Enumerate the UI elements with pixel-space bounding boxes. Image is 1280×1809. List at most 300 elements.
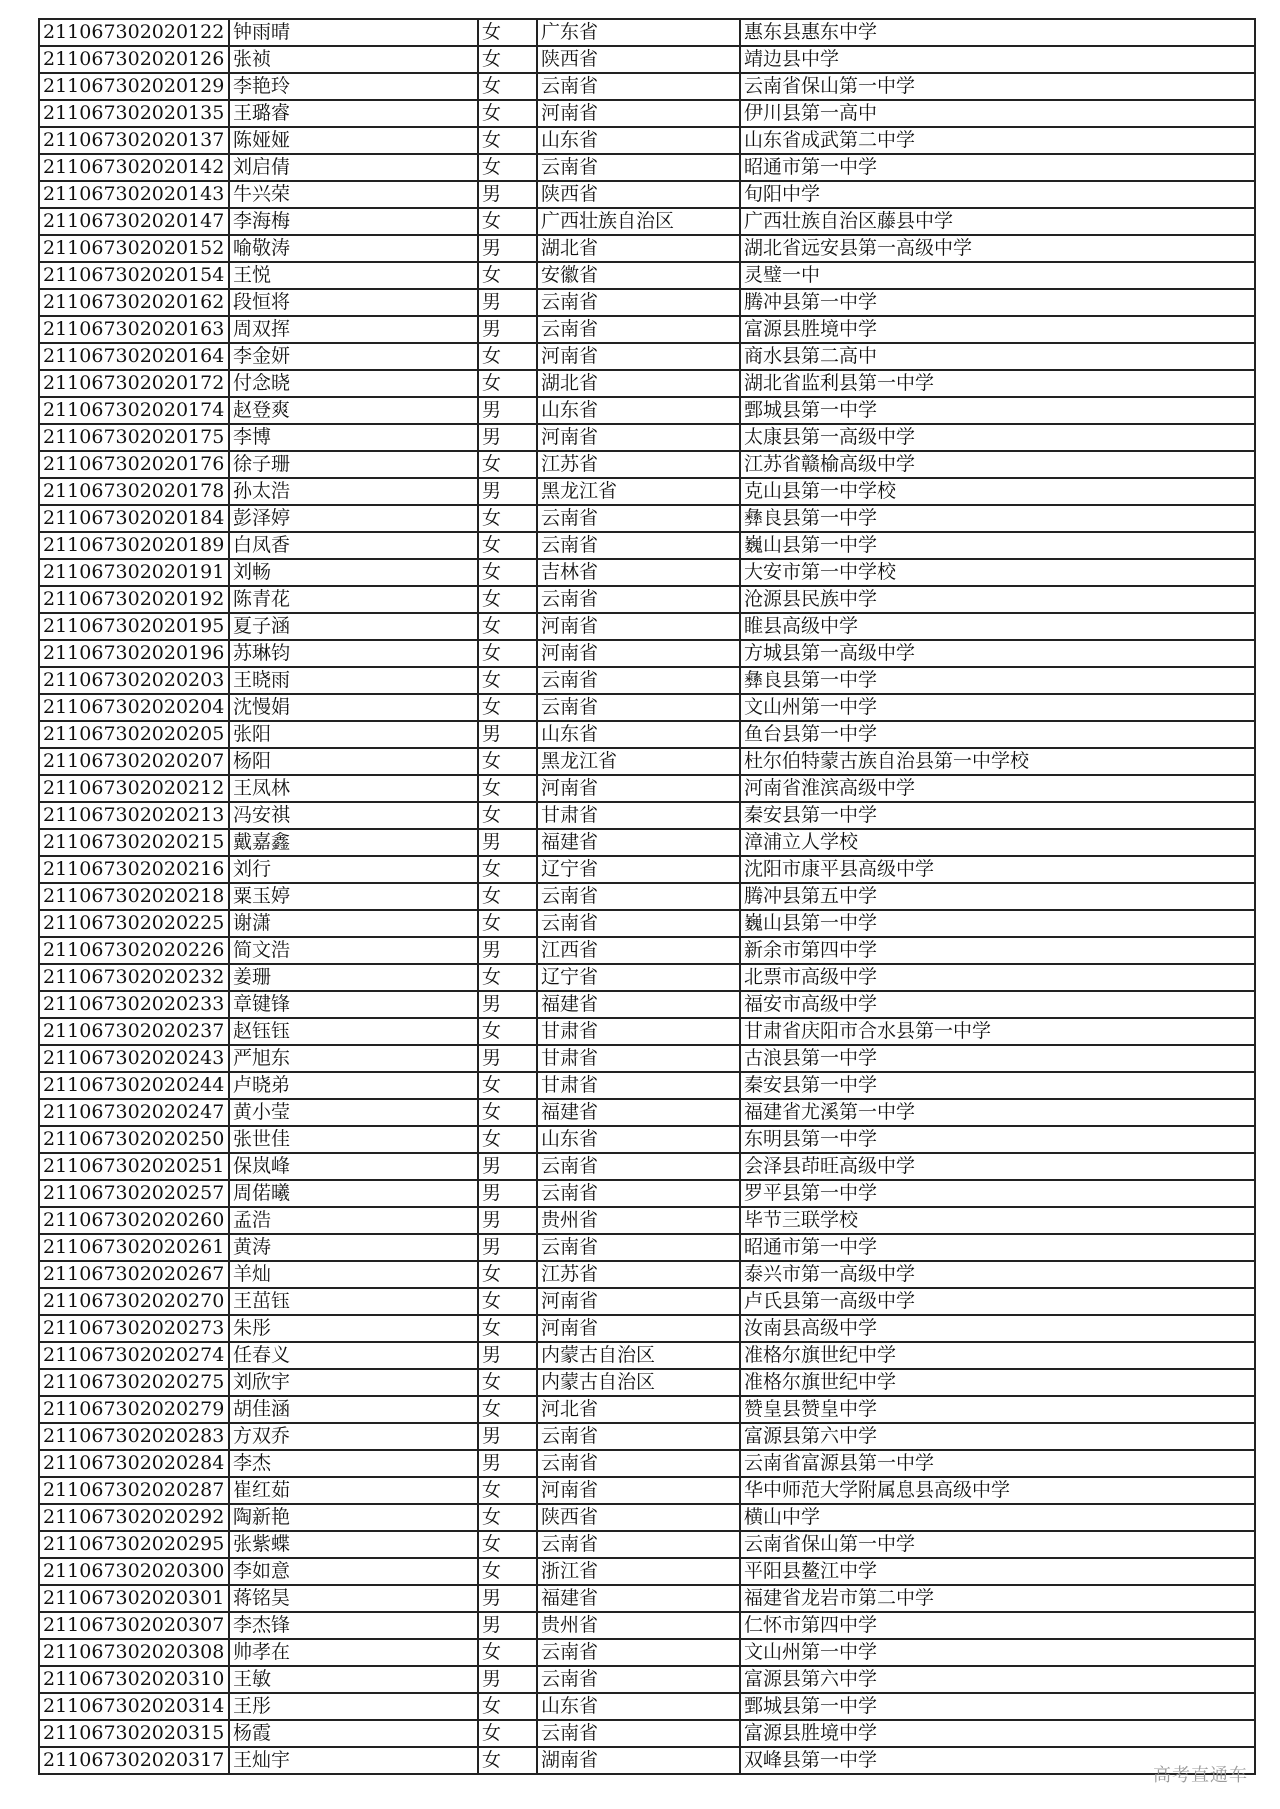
name-cell: 王灿宇 [229, 1747, 478, 1774]
exam-id-cell: 211067302020295 [39, 1531, 229, 1558]
name-cell: 戴嘉鑫 [229, 829, 478, 856]
gender-cell: 男 [478, 478, 537, 505]
gender-cell: 男 [478, 235, 537, 262]
table-row [39, 46, 1255, 73]
province-cell: 云南省 [537, 1639, 740, 1666]
name-cell: 陈娅娅 [229, 127, 478, 154]
gender-cell: 男 [478, 1342, 537, 1369]
gender-cell: 男 [478, 1423, 537, 1450]
gender-cell: 女 [478, 1099, 537, 1126]
gender-cell: 男 [478, 1612, 537, 1639]
table-row [39, 1045, 1255, 1072]
gender-cell: 女 [478, 559, 537, 586]
school-cell: 沧源县民族中学 [740, 586, 1255, 613]
exam-id-cell: 211067302020213 [39, 802, 229, 829]
name-cell: 王晓雨 [229, 667, 478, 694]
table-row [39, 1720, 1255, 1747]
exam-id-cell: 211067302020152 [39, 235, 229, 262]
exam-id-cell: 211067302020126 [39, 46, 229, 73]
name-cell: 李博 [229, 424, 478, 451]
exam-id-cell: 211067302020212 [39, 775, 229, 802]
school-cell: 横山中学 [740, 1504, 1255, 1531]
table-row [39, 1666, 1255, 1693]
table-row [39, 1693, 1255, 1720]
province-cell: 云南省 [537, 1531, 740, 1558]
name-cell: 苏琳钧 [229, 640, 478, 667]
gender-cell: 男 [478, 1666, 537, 1693]
school-cell: 文山州第一中学 [740, 1639, 1255, 1666]
school-cell: 福安市高级中学 [740, 991, 1255, 1018]
name-cell: 王璐睿 [229, 100, 478, 127]
province-cell: 甘肃省 [537, 1072, 740, 1099]
school-cell: 平阳县鳌江中学 [740, 1558, 1255, 1585]
table-row [39, 100, 1255, 127]
table-row [39, 1585, 1255, 1612]
name-cell: 朱彤 [229, 1315, 478, 1342]
province-cell: 云南省 [537, 694, 740, 721]
school-cell: 彝良县第一中学 [740, 505, 1255, 532]
name-cell: 付念晓 [229, 370, 478, 397]
table-row [39, 640, 1255, 667]
exam-id-cell: 211067302020195 [39, 613, 229, 640]
province-cell: 贵州省 [537, 1207, 740, 1234]
name-cell: 李金妍 [229, 343, 478, 370]
gender-cell: 女 [478, 1369, 537, 1396]
exam-id-cell: 211067302020205 [39, 721, 229, 748]
exam-id-cell: 211067302020215 [39, 829, 229, 856]
name-cell: 刘欣宇 [229, 1369, 478, 1396]
exam-id-cell: 211067302020279 [39, 1396, 229, 1423]
gender-cell: 男 [478, 397, 537, 424]
exam-id-cell: 211067302020216 [39, 856, 229, 883]
name-cell: 刘行 [229, 856, 478, 883]
gender-cell: 女 [478, 1315, 537, 1342]
table-row [39, 154, 1255, 181]
province-cell: 河南省 [537, 1315, 740, 1342]
province-cell: 河南省 [537, 100, 740, 127]
table-row [39, 1180, 1255, 1207]
table-row [39, 208, 1255, 235]
gender-cell: 女 [478, 748, 537, 775]
table-row [39, 559, 1255, 586]
province-cell: 山东省 [537, 1693, 740, 1720]
school-cell: 新余市第四中学 [740, 937, 1255, 964]
gender-cell: 女 [478, 532, 537, 559]
province-cell: 云南省 [537, 1153, 740, 1180]
table-row [39, 532, 1255, 559]
school-cell: 罗平县第一中学 [740, 1180, 1255, 1207]
gender-cell: 女 [478, 127, 537, 154]
school-cell: 准格尔旗世纪中学 [740, 1369, 1255, 1396]
name-cell: 钟雨晴 [229, 19, 478, 46]
province-cell: 云南省 [537, 883, 740, 910]
school-cell: 赞皇县赞皇中学 [740, 1396, 1255, 1423]
gender-cell: 男 [478, 181, 537, 208]
school-cell: 灵璧一中 [740, 262, 1255, 289]
school-cell: 睢县高级中学 [740, 613, 1255, 640]
exam-id-cell: 211067302020244 [39, 1072, 229, 1099]
exam-id-cell: 211067302020184 [39, 505, 229, 532]
exam-id-cell: 211067302020122 [39, 19, 229, 46]
province-cell: 云南省 [537, 154, 740, 181]
province-cell: 云南省 [537, 667, 740, 694]
gender-cell: 男 [478, 316, 537, 343]
gender-cell: 男 [478, 424, 537, 451]
name-cell: 简文浩 [229, 937, 478, 964]
gender-cell: 女 [478, 1072, 537, 1099]
exam-id-cell: 211067302020273 [39, 1315, 229, 1342]
table-row [39, 1423, 1255, 1450]
school-cell: 杜尔伯特蒙古族自治县第一中学校 [740, 748, 1255, 775]
gender-cell: 男 [478, 991, 537, 1018]
school-cell: 大安市第一中学校 [740, 559, 1255, 586]
table-row [39, 1369, 1255, 1396]
admission-roster-table [38, 18, 1256, 1775]
name-cell: 蒋铭昊 [229, 1585, 478, 1612]
table-row [39, 667, 1255, 694]
school-cell: 沈阳市康平县高级中学 [740, 856, 1255, 883]
name-cell: 彭泽婷 [229, 505, 478, 532]
table-row [39, 991, 1255, 1018]
exam-id-cell: 211067302020307 [39, 1612, 229, 1639]
table-row [39, 19, 1255, 46]
school-cell: 云南省保山第一中学 [740, 73, 1255, 100]
table-row [39, 586, 1255, 613]
school-cell: 昭通市第一中学 [740, 1234, 1255, 1261]
school-cell: 福建省龙岩市第二中学 [740, 1585, 1255, 1612]
gender-cell: 女 [478, 883, 537, 910]
school-cell: 漳浦立人学校 [740, 829, 1255, 856]
province-cell: 广东省 [537, 19, 740, 46]
gender-cell: 女 [478, 802, 537, 829]
province-cell: 云南省 [537, 316, 740, 343]
school-cell: 东明县第一中学 [740, 1126, 1255, 1153]
name-cell: 牛兴荣 [229, 181, 478, 208]
province-cell: 湖南省 [537, 1747, 740, 1774]
table-row [39, 613, 1255, 640]
gender-cell: 男 [478, 289, 537, 316]
gender-cell: 女 [478, 73, 537, 100]
school-cell: 云南省保山第一中学 [740, 1531, 1255, 1558]
school-cell: 富源县胜境中学 [740, 1720, 1255, 1747]
exam-id-cell: 211067302020270 [39, 1288, 229, 1315]
gender-cell: 女 [478, 1396, 537, 1423]
table-row [39, 1531, 1255, 1558]
province-cell: 江苏省 [537, 1261, 740, 1288]
province-cell: 陕西省 [537, 181, 740, 208]
gender-cell: 女 [478, 1747, 537, 1774]
name-cell: 粟玉婷 [229, 883, 478, 910]
exam-id-cell: 211067302020251 [39, 1153, 229, 1180]
gender-cell: 女 [478, 208, 537, 235]
school-cell: 毕节三联学校 [740, 1207, 1255, 1234]
school-cell: 华中师范大学附属息县高级中学 [740, 1477, 1255, 1504]
table-row [39, 316, 1255, 343]
exam-id-cell: 211067302020243 [39, 1045, 229, 1072]
school-cell: 昭通市第一中学 [740, 154, 1255, 181]
gender-cell: 男 [478, 1180, 537, 1207]
exam-id-cell: 211067302020267 [39, 1261, 229, 1288]
table-row [39, 856, 1255, 883]
exam-id-cell: 211067302020315 [39, 1720, 229, 1747]
province-cell: 云南省 [537, 1666, 740, 1693]
province-cell: 陕西省 [537, 46, 740, 73]
name-cell: 张阳 [229, 721, 478, 748]
watermark-text: 高考直通车 [1153, 1765, 1248, 1786]
table-row [39, 370, 1255, 397]
province-cell: 山东省 [537, 397, 740, 424]
exam-id-cell: 211067302020301 [39, 1585, 229, 1612]
name-cell: 帅孝在 [229, 1639, 478, 1666]
gender-cell: 女 [478, 775, 537, 802]
gender-cell: 女 [478, 46, 537, 73]
school-cell: 克山县第一中学校 [740, 478, 1255, 505]
exam-id-cell: 211067302020260 [39, 1207, 229, 1234]
table-row [39, 505, 1255, 532]
name-cell: 王敏 [229, 1666, 478, 1693]
exam-id-cell: 211067302020226 [39, 937, 229, 964]
exam-id-cell: 211067302020233 [39, 991, 229, 1018]
province-cell: 甘肃省 [537, 1045, 740, 1072]
province-cell: 福建省 [537, 991, 740, 1018]
school-cell: 河南省淮滨高级中学 [740, 775, 1255, 802]
province-cell: 云南省 [537, 532, 740, 559]
province-cell: 山东省 [537, 127, 740, 154]
exam-id-cell: 211067302020172 [39, 370, 229, 397]
table-row [39, 478, 1255, 505]
gender-cell: 女 [478, 505, 537, 532]
exam-id-cell: 211067302020247 [39, 1099, 229, 1126]
table-row [39, 694, 1255, 721]
school-cell: 广西壮族自治区藤县中学 [740, 208, 1255, 235]
province-cell: 云南省 [537, 1234, 740, 1261]
name-cell: 孙太浩 [229, 478, 478, 505]
exam-id-cell: 211067302020204 [39, 694, 229, 721]
exam-id-cell: 211067302020284 [39, 1450, 229, 1477]
exam-id-cell: 211067302020218 [39, 883, 229, 910]
exam-id-cell: 211067302020203 [39, 667, 229, 694]
exam-id-cell: 211067302020143 [39, 181, 229, 208]
name-cell: 段恒将 [229, 289, 478, 316]
school-cell: 湖北省监利县第一中学 [740, 370, 1255, 397]
province-cell: 内蒙古自治区 [537, 1369, 740, 1396]
school-cell: 富源县第六中学 [740, 1666, 1255, 1693]
exam-id-cell: 211067302020275 [39, 1369, 229, 1396]
province-cell: 广西壮族自治区 [537, 208, 740, 235]
exam-id-cell: 211067302020129 [39, 73, 229, 100]
school-cell: 北票市高级中学 [740, 964, 1255, 991]
province-cell: 山东省 [537, 1126, 740, 1153]
exam-id-cell: 211067302020314 [39, 1693, 229, 1720]
name-cell: 夏子涵 [229, 613, 478, 640]
name-cell: 周偌曦 [229, 1180, 478, 1207]
province-cell: 江苏省 [537, 451, 740, 478]
name-cell: 张祯 [229, 46, 478, 73]
name-cell: 李杰 [229, 1450, 478, 1477]
name-cell: 卢晓弟 [229, 1072, 478, 1099]
province-cell: 山东省 [537, 721, 740, 748]
table-row [39, 1396, 1255, 1423]
province-cell: 云南省 [537, 910, 740, 937]
exam-id-cell: 211067302020175 [39, 424, 229, 451]
gender-cell: 女 [478, 1288, 537, 1315]
name-cell: 李如意 [229, 1558, 478, 1585]
province-cell: 河南省 [537, 775, 740, 802]
province-cell: 陕西省 [537, 1504, 740, 1531]
school-cell: 伊川县第一高中 [740, 100, 1255, 127]
table-row [39, 1207, 1255, 1234]
exam-id-cell: 211067302020310 [39, 1666, 229, 1693]
gender-cell: 女 [478, 910, 537, 937]
name-cell: 李杰锋 [229, 1612, 478, 1639]
school-cell: 巍山县第一中学 [740, 532, 1255, 559]
table-row [39, 1072, 1255, 1099]
gender-cell: 女 [478, 1531, 537, 1558]
table-row [39, 262, 1255, 289]
province-cell: 安徽省 [537, 262, 740, 289]
province-cell: 河南省 [537, 1288, 740, 1315]
province-cell: 福建省 [537, 1099, 740, 1126]
table-row [39, 1477, 1255, 1504]
table-row [39, 1504, 1255, 1531]
province-cell: 甘肃省 [537, 802, 740, 829]
table-row [39, 1126, 1255, 1153]
gender-cell: 女 [478, 856, 537, 883]
exam-id-cell: 211067302020207 [39, 748, 229, 775]
name-cell: 赵登爽 [229, 397, 478, 424]
gender-cell: 女 [478, 370, 537, 397]
exam-id-cell: 211067302020178 [39, 478, 229, 505]
name-cell: 黄涛 [229, 1234, 478, 1261]
exam-id-cell: 211067302020196 [39, 640, 229, 667]
exam-id-cell: 211067302020317 [39, 1747, 229, 1774]
table-row [39, 1747, 1255, 1774]
name-cell: 羊灿 [229, 1261, 478, 1288]
gender-cell: 女 [478, 1720, 537, 1747]
exam-id-cell: 211067302020300 [39, 1558, 229, 1585]
table-row [39, 1153, 1255, 1180]
province-cell: 云南省 [537, 586, 740, 613]
exam-id-cell: 211067302020308 [39, 1639, 229, 1666]
school-cell: 泰兴市第一高级中学 [740, 1261, 1255, 1288]
school-cell: 会泽县茚旺高级中学 [740, 1153, 1255, 1180]
gender-cell: 男 [478, 937, 537, 964]
school-cell: 商水县第二高中 [740, 343, 1255, 370]
school-cell: 福建省尤溪第一中学 [740, 1099, 1255, 1126]
gender-cell: 女 [478, 613, 537, 640]
gender-cell: 女 [478, 1018, 537, 1045]
exam-id-cell: 211067302020154 [39, 262, 229, 289]
gender-cell: 女 [478, 1639, 537, 1666]
table-row [39, 1018, 1255, 1045]
exam-id-cell: 211067302020225 [39, 910, 229, 937]
table-row [39, 424, 1255, 451]
province-cell: 河北省 [537, 1396, 740, 1423]
table-row [39, 1450, 1255, 1477]
province-cell: 吉林省 [537, 559, 740, 586]
table-row [39, 289, 1255, 316]
table-row [39, 937, 1255, 964]
school-cell: 湖北省远安县第一高级中学 [740, 235, 1255, 262]
table-row [39, 1099, 1255, 1126]
province-cell: 甘肃省 [537, 1018, 740, 1045]
gender-cell: 女 [478, 694, 537, 721]
exam-id-cell: 211067302020137 [39, 127, 229, 154]
name-cell: 王凤林 [229, 775, 478, 802]
name-cell: 王茁钰 [229, 1288, 478, 1315]
school-cell: 旬阳中学 [740, 181, 1255, 208]
exam-id-cell: 211067302020261 [39, 1234, 229, 1261]
gender-cell: 女 [478, 1558, 537, 1585]
name-cell: 王悦 [229, 262, 478, 289]
province-cell: 云南省 [537, 1450, 740, 1477]
exam-id-cell: 211067302020163 [39, 316, 229, 343]
name-cell: 保岚峰 [229, 1153, 478, 1180]
name-cell: 张紫蝶 [229, 1531, 478, 1558]
exam-id-cell: 211067302020174 [39, 397, 229, 424]
province-cell: 云南省 [537, 73, 740, 100]
exam-id-cell: 211067302020164 [39, 343, 229, 370]
table-row [39, 451, 1255, 478]
gender-cell: 男 [478, 1234, 537, 1261]
name-cell: 胡佳涵 [229, 1396, 478, 1423]
table-row [39, 181, 1255, 208]
exam-id-cell: 211067302020292 [39, 1504, 229, 1531]
exam-id-cell: 211067302020162 [39, 289, 229, 316]
name-cell: 李艳玲 [229, 73, 478, 100]
table-row [39, 1234, 1255, 1261]
name-cell: 周双挥 [229, 316, 478, 343]
gender-cell: 男 [478, 721, 537, 748]
table-row [39, 775, 1255, 802]
exam-id-cell: 211067302020191 [39, 559, 229, 586]
name-cell: 孟浩 [229, 1207, 478, 1234]
gender-cell: 女 [478, 262, 537, 289]
gender-cell: 男 [478, 1585, 537, 1612]
province-cell: 湖北省 [537, 370, 740, 397]
gender-cell: 男 [478, 829, 537, 856]
table-row [39, 964, 1255, 991]
exam-id-cell: 211067302020176 [39, 451, 229, 478]
province-cell: 河南省 [537, 613, 740, 640]
table-row [39, 1261, 1255, 1288]
school-cell: 富源县第六中学 [740, 1423, 1255, 1450]
gender-cell: 男 [478, 1450, 537, 1477]
school-cell: 古浪县第一中学 [740, 1045, 1255, 1072]
name-cell: 谢潇 [229, 910, 478, 937]
province-cell: 浙江省 [537, 1558, 740, 1585]
name-cell: 冯安祺 [229, 802, 478, 829]
name-cell: 刘启倩 [229, 154, 478, 181]
exam-id-cell: 211067302020192 [39, 586, 229, 613]
table-row [39, 1315, 1255, 1342]
school-cell: 鱼台县第一中学 [740, 721, 1255, 748]
gender-cell: 男 [478, 1045, 537, 1072]
province-cell: 贵州省 [537, 1612, 740, 1639]
province-cell: 黑龙江省 [537, 748, 740, 775]
province-cell: 内蒙古自治区 [537, 1342, 740, 1369]
table-row [39, 73, 1255, 100]
school-cell: 秦安县第一中学 [740, 802, 1255, 829]
school-cell: 仁怀市第四中学 [740, 1612, 1255, 1639]
school-cell: 卢氏县第一高级中学 [740, 1288, 1255, 1315]
table-row [39, 829, 1255, 856]
table-row [39, 1558, 1255, 1585]
school-cell: 云南省富源县第一中学 [740, 1450, 1255, 1477]
table-row [39, 910, 1255, 937]
name-cell: 陈青花 [229, 586, 478, 613]
table-row [39, 883, 1255, 910]
